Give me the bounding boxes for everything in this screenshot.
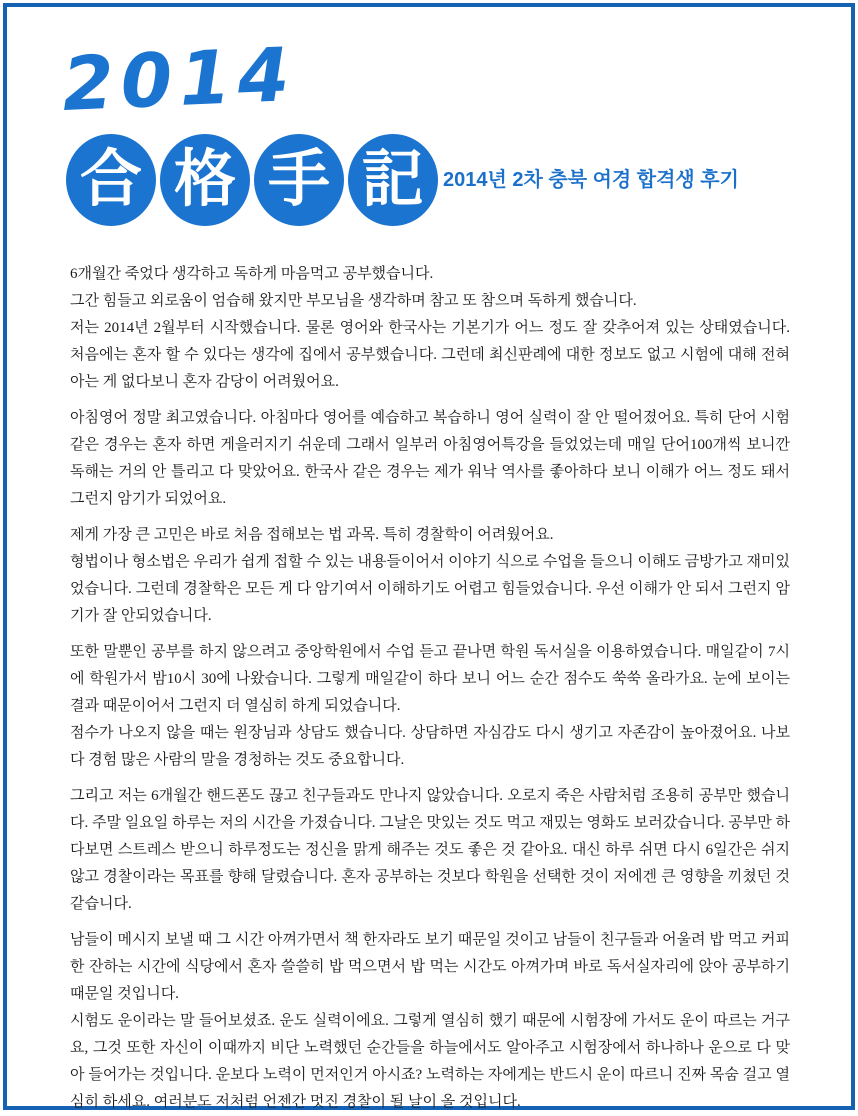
paragraph — [70, 927, 790, 1116]
page-subtitle: 2014년 2차 충북 여경 합격생 후기 — [443, 169, 739, 191]
paragraph-line: 시험도 운이라는 말 들어보셨죠. 운도 실력이에요. 그렇게 열심히 했기 때문에 시험장에 가서도 운이 따르는 거구요, 그것 또한 자신이 이때까지 비단 노력했던 순간들을 하늘에서도 알아주고 시험장에서 하나하나 운으로 다 맞아 들어가는 것입니다. 운보다 노력이 먼저인거 아시죠? 노력하는 자에게는 반드시 운이 따르니 진짜 목숨 걸고 열심히 하세요. 여러분도 저처럼 언젠간 멋진 경찰이 될 날이 올 것입니다. — [70, 1013, 790, 1110]
hanja-circle — [254, 134, 344, 226]
paragraph-line: 형법이나 형소법은 우리가 쉽게 접할 수 있는 내용들이어서 이야기 식으로 수업을 들으니 이해도 금방가고 재미있었습니다. 그런데 경찰학은 모든 게 다 암기여서 이해하기도 어렵고 힘들었습니다. 우선 이해가 안 되서 그런지 암기가 잘 안되었습니다. — [70, 554, 790, 624]
hanja-char: 格 — [173, 145, 236, 214]
paragraph — [70, 639, 790, 774]
paragraph — [70, 261, 790, 396]
paragraph-line: 6개월간 죽었다 생각하고 독하게 마음먹고 공부했습니다. — [70, 266, 434, 282]
hanja-char: 記 — [361, 145, 424, 214]
paragraph — [70, 405, 790, 513]
logo-hanja — [66, 134, 438, 226]
paragraph-line: 아침영어 정말 최고였습니다. 아침마다 영어를 예습하고 복습하니 영어 실력이 잘 안 떨어졌어요. 특히 단어 시험 같은 경우는 혼자 하면 게을러지기 쉬운데 그래서 일부러 아침영어특강을 들었었는데 매일 단어100개씩 보니깐 독해는 거의 안 틀리고 다 맞았어요. 한국사 같은 경우는 제가 워낙 역사를 좋아하다 보니 이해가 어느 정도 돼서 그런지 암기가 되었어요. — [70, 410, 790, 507]
body-text — [70, 261, 790, 1116]
hanja-char: 合 — [79, 145, 142, 214]
paragraph-line: 또한 말뿐인 공부를 하지 않으려고 중앙학원에서 수업 듣고 끝나면 학원 독서실을 이용하였습니다. 매일같이 7시에 학원가서 밤10시 30에 나왔습니다. 그렇게 매일같이 하다 보니 어느 순간 점수도 쑥쑥 올라가요. 눈에 보이는 결과 때문이어서 그런지 더 열심히 하게 되었습니다. — [70, 644, 790, 714]
logo-year: 2014 — [60, 31, 299, 128]
paragraph-line: 저는 2014년 2월부터 시작했습니다. 물론 영어와 한국사는 기본기가 어느 정도 잘 갖추어져 있는 상태였습니다. 처음에는 혼자 할 수 있다는 생각에 집에서 공부했습니다. 그런데 최신판례에 대한 정보도 없고 시험에 대해 전혀 아는 게 없다보니 혼자 감당이 어려웠어요. — [70, 320, 790, 390]
paragraph — [70, 522, 790, 630]
hanja-circle — [160, 134, 250, 226]
paragraph-line: 제게 가장 큰 고민은 바로 처음 접해보는 법 과목. 특히 경찰학이 어려웠어요. — [70, 527, 554, 543]
paragraph — [70, 783, 790, 918]
paragraph-line: 남들이 메시지 보낼 때 그 시간 아껴가면서 책 한자라도 보기 때문일 것이고 남들이 친구들과 어울려 밥 먹고 커피 한 잔하는 시간에 식당에서 혼자 쓸쓸히 밥 먹으면서 밥 먹는 시간도 아껴가며 바로 독서실자리에 앉아 공부하기 때문일 것입니다. — [70, 932, 790, 1002]
paragraph-line: 그리고 저는 6개월간 핸드폰도 끊고 친구들과도 만나지 않았습니다. 오로지 죽은 사람처럼 조용히 공부만 했습니다. 주말 일요일 하루는 저의 시간을 가졌습니다. 그날은 맛있는 것도 먹고 재밌는 영화도 보러갔습니다. 공부만 하다보면 스트레스 받으니 하루정도는 정신을 맑게 해주는 것도 좋은 것 같아요. 대신 하루 쉬면 다시 6일간은 쉬지 않고 경찰이라는 목표를 향해 달렸습니다. 혼자 공부하는 것보다 학원을 선택한 것이 저에겐 큰 영향을 끼쳤던 것 같습니다. — [70, 788, 790, 912]
hanja-char: 手 — [267, 145, 330, 214]
paragraph-line: 그간 힘들고 외로움이 엄습해 왔지만 부모님을 생각하며 참고 또 참으며 독하게 했습니다. — [70, 293, 637, 309]
hanja-circle — [348, 134, 438, 226]
hanja-circle — [66, 134, 156, 226]
paragraph-line: 점수가 나오지 않을 때는 원장님과 상담도 했습니다. 상담하면 자심감도 다시 생기고 자존감이 높아졌어요. 나보다 경험 많은 사람의 말을 경청하는 것도 중요합니다. — [70, 725, 790, 768]
